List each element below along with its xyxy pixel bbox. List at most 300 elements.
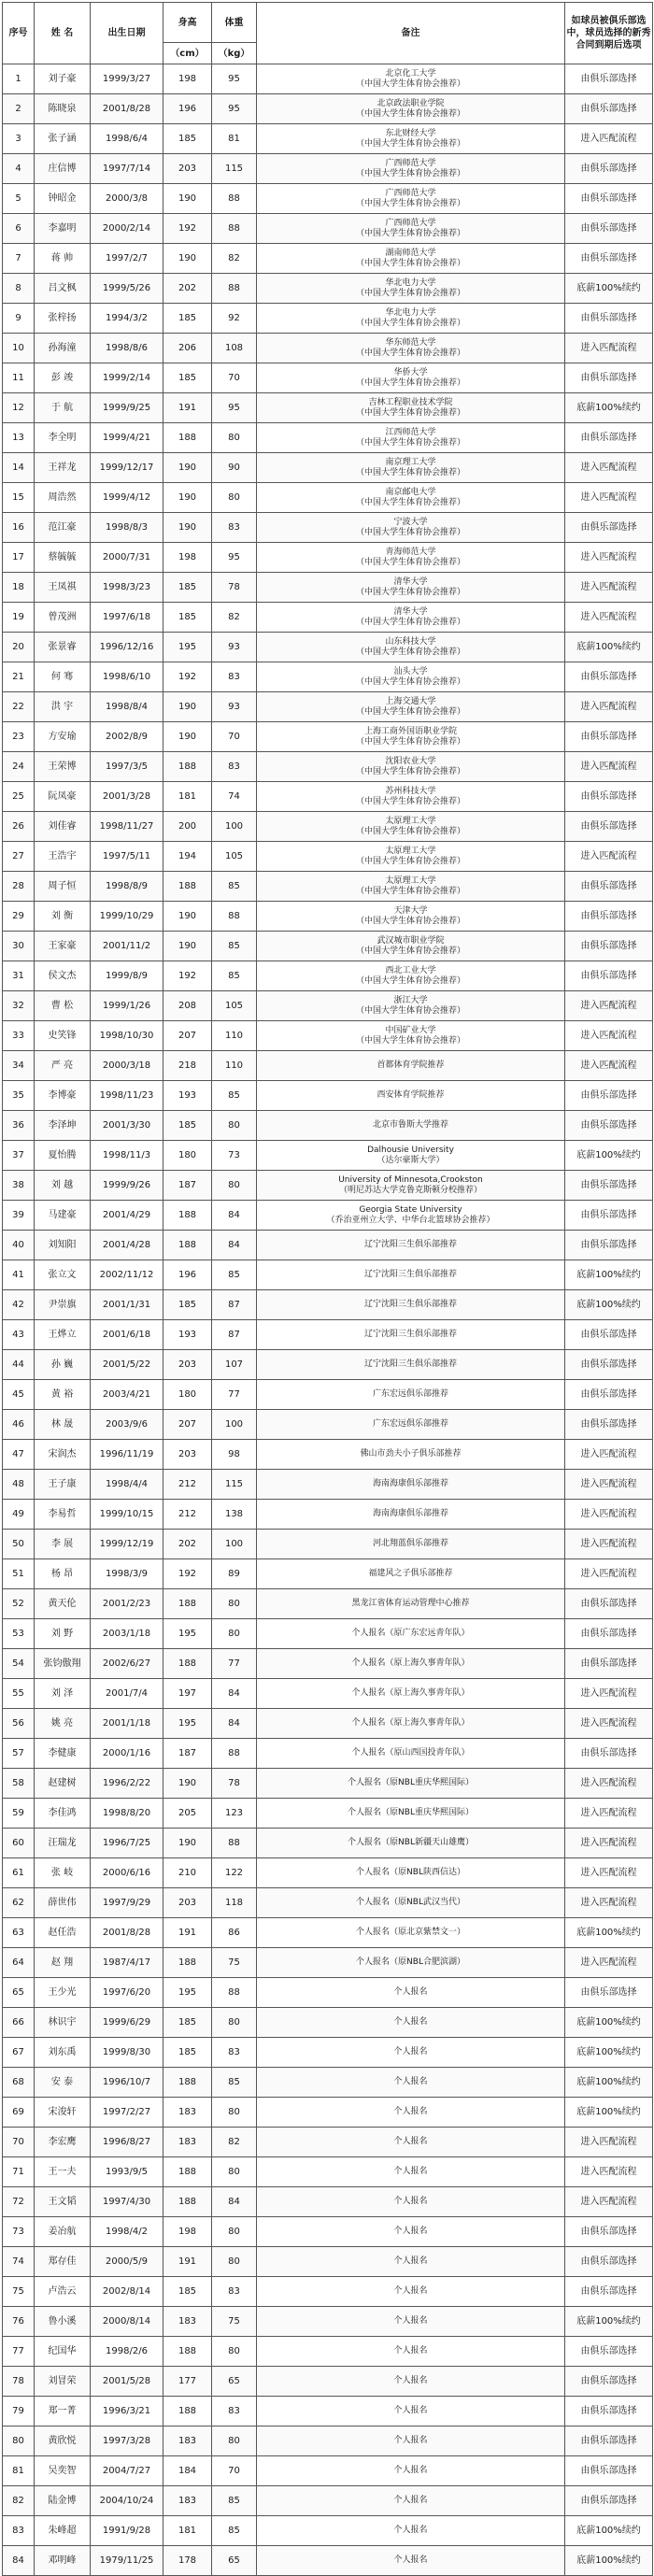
table-row <box>3 393 653 423</box>
cell-birth: 2001/5/22 <box>91 1350 164 1380</box>
cell-note <box>257 1709 565 1739</box>
cell-option: 由俱乐部选择 <box>565 2486 653 2516</box>
cell-note <box>257 2337 565 2367</box>
cell-no: 20 <box>3 633 35 662</box>
cell-weight: 73 <box>212 1141 257 1171</box>
note-line: （中国大学生体育协会推荐） <box>355 706 465 717</box>
table-row <box>3 1141 653 1171</box>
cell-note <box>257 2187 565 2217</box>
cell-note <box>257 1410 565 1440</box>
cell-weight: 86 <box>212 1918 257 1948</box>
cell-height: 181 <box>164 782 212 812</box>
cell-no: 36 <box>3 1111 35 1141</box>
table-row <box>3 483 653 513</box>
note-line: 上海工商外国语职业学院 <box>363 726 457 736</box>
cell-height: 205 <box>164 1799 212 1829</box>
note-line: （中国大学生体育协会推荐） <box>355 1035 465 1046</box>
note-line: （中国大学生体育协会推荐） <box>355 617 465 627</box>
cell-name: 刘冒荣 <box>35 2367 91 2397</box>
cell-birth: 1997/5/11 <box>91 842 164 872</box>
cell-no: 24 <box>3 752 35 782</box>
table-row <box>3 304 653 334</box>
cell-no: 37 <box>3 1141 35 1171</box>
cell-no: 12 <box>3 393 35 423</box>
note-line: 个人报名（原NBL合肥滨湖） <box>356 1957 465 1967</box>
note-line: （中国大学生体育协会推荐） <box>355 138 465 149</box>
cell-name: 薛世伟 <box>35 1888 91 1918</box>
cell-name: 王凤祺 <box>35 573 91 603</box>
cell-birth: 2003/4/21 <box>91 1380 164 1410</box>
cell-height: 183 <box>164 2128 212 2157</box>
note-line: 西安体育学院推荐 <box>377 1090 445 1100</box>
cell-weight: 100 <box>212 1410 257 1440</box>
cell-weight: 83 <box>212 2038 257 2068</box>
note-line: （中国大学生体育协会推荐） <box>355 108 465 119</box>
cell-name: 曾茂洲 <box>35 603 91 633</box>
cell-option: 由俱乐部选择 <box>565 2337 653 2367</box>
table-row <box>3 2277 653 2307</box>
cell-birth: 1998/6/10 <box>91 662 164 692</box>
cell-birth: 1999/3/27 <box>91 64 164 94</box>
cell-name: 吴奕智 <box>35 2456 91 2486</box>
table-row <box>3 2098 653 2128</box>
table-row <box>3 334 653 363</box>
cell-weight: 88 <box>212 274 257 304</box>
cell-option: 进入匹配流程 <box>565 752 653 782</box>
cell-no: 15 <box>3 483 35 513</box>
cell-height: 194 <box>164 842 212 872</box>
note-line: 海南海康俱乐部推荐 <box>372 1509 448 1518</box>
note-line: （乔治亚州立大学、中华台北篮球协会推荐） <box>326 1215 495 1225</box>
cell-weight: 95 <box>212 393 257 423</box>
cell-height: 190 <box>164 722 212 752</box>
cell-name: 方安瑜 <box>35 722 91 752</box>
cell-weight: 80 <box>212 1111 257 1141</box>
cell-name: 严 亮 <box>35 1051 91 1081</box>
table-row <box>3 1201 653 1231</box>
cell-option: 底薪100%续约 <box>565 393 653 423</box>
cell-height: 212 <box>164 1470 212 1500</box>
cell-birth: 1999/5/26 <box>91 274 164 304</box>
cell-weight: 88 <box>212 214 257 244</box>
cell-birth: 1998/2/6 <box>91 2337 164 2367</box>
table-row <box>3 1470 653 1500</box>
cell-no: 83 <box>3 2516 35 2546</box>
cell-no: 33 <box>3 1021 35 1051</box>
cell-weight: 80 <box>212 1619 257 1649</box>
cell-height: 184 <box>164 2456 212 2486</box>
cell-note <box>257 633 565 662</box>
note-line: （中国大学生体育协会推荐） <box>355 1005 465 1016</box>
cell-weight: 88 <box>212 1829 257 1858</box>
cell-name: 李易哲 <box>35 1500 91 1530</box>
note-line: 个人报名 <box>393 2256 428 2266</box>
table-row <box>3 991 653 1021</box>
table-row <box>3 1231 653 1260</box>
cell-birth: 1999/1/26 <box>91 991 164 1021</box>
cell-height: 198 <box>164 543 212 573</box>
cell-height: 190 <box>164 692 212 722</box>
cell-option: 进入匹配流程 <box>565 1948 653 1978</box>
cell-no: 41 <box>3 1260 35 1290</box>
cell-name: 宋润杰 <box>35 1440 91 1470</box>
cell-option: 由俱乐部选择 <box>565 1231 653 1260</box>
cell-no: 17 <box>3 543 35 573</box>
note-line: （中国大学生体育协会推荐） <box>355 168 465 178</box>
cell-name: 李泽坤 <box>35 1111 91 1141</box>
cell-birth: 2002/6/27 <box>91 1649 164 1679</box>
cell-height: 185 <box>164 363 212 393</box>
cell-height: 192 <box>164 961 212 991</box>
cell-birth: 1996/2/22 <box>91 1769 164 1799</box>
cell-height: 198 <box>164 64 212 94</box>
cell-name: 赵建树 <box>35 1769 91 1799</box>
cell-weight: 123 <box>212 1799 257 1829</box>
cell-option: 底薪100%续约 <box>565 274 653 304</box>
cell-name: 庄信博 <box>35 154 91 184</box>
cell-birth: 1996/3/21 <box>91 2397 164 2427</box>
cell-birth: 2000/3/18 <box>91 1051 164 1081</box>
cell-birth: 2000/3/8 <box>91 184 164 214</box>
cell-note <box>257 1141 565 1171</box>
cell-name: 赵 翔 <box>35 1948 91 1978</box>
cell-option: 由俱乐部选择 <box>565 1410 653 1440</box>
cell-name: 张景睿 <box>35 633 91 662</box>
cell-option: 底薪100%续约 <box>565 2008 653 2038</box>
cell-no: 38 <box>3 1171 35 1201</box>
note-line: 个人报名（原NBL新疆天山雄鹰） <box>348 1838 474 1847</box>
note-line: 个人报名（原上海久事青年队） <box>351 1688 470 1698</box>
cell-option: 底薪100%续约 <box>565 633 653 662</box>
cell-birth: 1997/4/30 <box>91 2187 164 2217</box>
cell-no: 76 <box>3 2307 35 2337</box>
cell-weight: 80 <box>212 2217 257 2247</box>
cell-no: 82 <box>3 2486 35 2516</box>
note-line: 汕头大学 <box>393 666 428 676</box>
cell-weight: 84 <box>212 1201 257 1231</box>
header-weight-unit: （kg） <box>212 43 257 64</box>
cell-weight: 100 <box>212 1530 257 1559</box>
note-line: 江西师范大学 <box>385 427 436 437</box>
note-line: （中国大学生体育协会推荐） <box>355 647 465 657</box>
note-line: 太原理工大学 <box>385 846 436 856</box>
cell-weight: 105 <box>212 991 257 1021</box>
cell-note <box>257 1739 565 1769</box>
cell-note <box>257 2546 565 2576</box>
table-row <box>3 1978 653 2008</box>
cell-height: 183 <box>164 2486 212 2516</box>
cell-weight: 80 <box>212 2427 257 2456</box>
cell-option: 由俱乐部选择 <box>565 722 653 752</box>
cell-height: 190 <box>164 932 212 961</box>
header-name: 姓 名 <box>35 3 91 64</box>
cell-weight: 80 <box>212 423 257 453</box>
cell-birth: 2001/3/28 <box>91 782 164 812</box>
cell-weight: 95 <box>212 94 257 124</box>
cell-no: 31 <box>3 961 35 991</box>
table-row <box>3 94 653 124</box>
cell-name: 马建豪 <box>35 1201 91 1231</box>
note-line: （中国大学生体育协会推荐） <box>355 377 465 388</box>
cell-option: 由俱乐部选择 <box>565 94 653 124</box>
cell-note <box>257 603 565 633</box>
note-line: （中国大学生体育协会推荐） <box>355 587 465 597</box>
cell-birth: 1998/3/23 <box>91 573 164 603</box>
table-row <box>3 1619 653 1649</box>
cell-name: 何 骞 <box>35 662 91 692</box>
note-line: 佛山市劲夫小子俱乐部推荐 <box>360 1449 462 1459</box>
cell-note <box>257 1559 565 1589</box>
note-line: 个人报名 <box>393 2286 428 2296</box>
note-line: （达尔豪斯大学） <box>377 1155 445 1165</box>
cell-no: 34 <box>3 1051 35 1081</box>
cell-weight: 87 <box>212 1290 257 1320</box>
cell-no: 8 <box>3 274 35 304</box>
cell-weight: 74 <box>212 782 257 812</box>
cell-no: 32 <box>3 991 35 1021</box>
cell-birth: 1998/6/4 <box>91 124 164 154</box>
cell-height: 188 <box>164 423 212 453</box>
note-line: 华东师范大学 <box>385 337 436 348</box>
cell-option: 由俱乐部选择 <box>565 961 653 991</box>
cell-note <box>257 423 565 453</box>
cell-weight: 84 <box>212 1679 257 1709</box>
cell-note <box>257 1500 565 1530</box>
cell-weight: 82 <box>212 244 257 274</box>
cell-birth: 1997/2/27 <box>91 2098 164 2128</box>
note-line: 个人报名 <box>393 2316 428 2326</box>
note-line: 个人报名（原上海久事青年队） <box>351 1718 470 1728</box>
cell-note <box>257 1260 565 1290</box>
header-birth: 出生日期 <box>91 3 164 64</box>
cell-no: 78 <box>3 2367 35 2397</box>
cell-name: 刘 衡 <box>35 902 91 932</box>
cell-no: 68 <box>3 2068 35 2098</box>
header-note: 备注 <box>257 3 565 64</box>
cell-option: 由俱乐部选择 <box>565 1649 653 1679</box>
cell-height: 192 <box>164 1559 212 1589</box>
cell-birth: 2004/10/24 <box>91 2486 164 2516</box>
note-line: （中国大学生体育协会推荐） <box>355 975 465 986</box>
cell-note <box>257 1619 565 1649</box>
cell-name: 张梓扬 <box>35 304 91 334</box>
cell-no: 67 <box>3 2038 35 2068</box>
cell-name: 张子涵 <box>35 124 91 154</box>
table-row <box>3 782 653 812</box>
note-line: 黑龙江省体育运动管理中心推荐 <box>351 1599 470 1608</box>
table-row <box>3 513 653 543</box>
table-row <box>3 1948 653 1978</box>
cell-no: 66 <box>3 2008 35 2038</box>
cell-height: 190 <box>164 1769 212 1799</box>
table-row <box>3 2187 653 2217</box>
table-row <box>3 64 653 94</box>
cell-weight: 107 <box>212 1350 257 1380</box>
table-row <box>3 1350 653 1380</box>
note-line: 东北财经大学 <box>385 128 436 138</box>
cell-weight: 80 <box>212 2337 257 2367</box>
cell-weight: 75 <box>212 1948 257 1978</box>
cell-option: 由俱乐部选择 <box>565 2427 653 2456</box>
cell-name: 安 泰 <box>35 2068 91 2098</box>
cell-birth: 2001/8/28 <box>91 1918 164 1948</box>
cell-birth: 1998/11/3 <box>91 1141 164 1171</box>
cell-option: 进入匹配流程 <box>565 1500 653 1530</box>
cell-height: 218 <box>164 1051 212 1081</box>
cell-no: 2 <box>3 94 35 124</box>
note-line: （中国大学生体育协会推荐） <box>355 228 465 238</box>
cell-no: 63 <box>3 1918 35 1948</box>
table-row <box>3 274 653 304</box>
cell-weight: 85 <box>212 961 257 991</box>
cell-no: 77 <box>3 2337 35 2367</box>
cell-height: 191 <box>164 393 212 423</box>
cell-no: 10 <box>3 334 35 363</box>
note-line: 华北电力大学 <box>385 307 436 318</box>
cell-option: 进入匹配流程 <box>565 1679 653 1709</box>
cell-weight: 85 <box>212 872 257 902</box>
cell-no: 73 <box>3 2217 35 2247</box>
table-row <box>3 722 653 752</box>
cell-name: 刘 野 <box>35 1619 91 1649</box>
note-line: 广西师范大学 <box>385 218 436 228</box>
cell-birth: 2000/2/14 <box>91 214 164 244</box>
table-row <box>3 2157 653 2187</box>
cell-note <box>257 2217 565 2247</box>
note-line: 个人报名 <box>393 2346 428 2355</box>
table-row <box>3 842 653 872</box>
cell-height: 196 <box>164 94 212 124</box>
cell-weight: 105 <box>212 842 257 872</box>
cell-birth: 2000/5/9 <box>91 2247 164 2277</box>
cell-option: 进入匹配流程 <box>565 1888 653 1918</box>
cell-option: 进入匹配流程 <box>565 1829 653 1858</box>
cell-height: 192 <box>164 662 212 692</box>
cell-note <box>257 274 565 304</box>
note-line: 辽宁沈阳三生俱乐部推荐 <box>363 1270 457 1279</box>
cell-note <box>257 1530 565 1559</box>
note-line: 中国矿业大学 <box>385 1025 436 1035</box>
cell-height: 192 <box>164 214 212 244</box>
cell-weight: 95 <box>212 543 257 573</box>
note-line: Dalhousie University <box>367 1145 454 1155</box>
cell-option: 由俱乐部选择 <box>565 1739 653 1769</box>
table-row <box>3 2546 653 2576</box>
cell-height: 185 <box>164 2038 212 2068</box>
cell-option: 由俱乐部选择 <box>565 304 653 334</box>
cell-weight: 80 <box>212 1589 257 1619</box>
note-line: 太原理工大学 <box>385 816 436 826</box>
cell-no: 52 <box>3 1589 35 1619</box>
table-row <box>3 752 653 782</box>
cell-name: 夏怡腾 <box>35 1141 91 1171</box>
note-line: 南京理工大学 <box>385 457 436 467</box>
cell-birth: 2003/9/6 <box>91 1410 164 1440</box>
cell-name: 张立文 <box>35 1260 91 1290</box>
cell-weight: 84 <box>212 1709 257 1739</box>
cell-birth: 1997/3/5 <box>91 752 164 782</box>
cell-note <box>257 363 565 393</box>
cell-no: 5 <box>3 184 35 214</box>
cell-option: 进入匹配流程 <box>565 1858 653 1888</box>
cell-height: 190 <box>164 513 212 543</box>
cell-note <box>257 1858 565 1888</box>
cell-weight: 100 <box>212 812 257 842</box>
cell-height: 190 <box>164 483 212 513</box>
cell-birth: 1997/3/28 <box>91 2427 164 2456</box>
table-row <box>3 2456 653 2486</box>
note-line: 个人报名 <box>393 2376 428 2385</box>
cell-birth: 2001/4/29 <box>91 1201 164 1231</box>
cell-no: 58 <box>3 1769 35 1799</box>
cell-height: 188 <box>164 2187 212 2217</box>
cell-option: 底薪100%续约 <box>565 1918 653 1948</box>
cell-height: 180 <box>164 1141 212 1171</box>
cell-birth: 2001/4/28 <box>91 1231 164 1260</box>
cell-height: 185 <box>164 1290 212 1320</box>
cell-birth: 1998/11/27 <box>91 812 164 842</box>
cell-birth: 2001/5/28 <box>91 2367 164 2397</box>
cell-height: 188 <box>164 2397 212 2427</box>
cell-weight: 110 <box>212 1021 257 1051</box>
cell-birth: 1996/10/7 <box>91 2068 164 2098</box>
cell-weight: 80 <box>212 1171 257 1201</box>
table-row <box>3 2038 653 2068</box>
cell-height: 180 <box>164 1380 212 1410</box>
note-line: （中国大学生体育协会推荐） <box>355 497 465 507</box>
note-line: 青海师范大学 <box>385 547 436 557</box>
cell-note <box>257 752 565 782</box>
cell-option: 底薪100%续约 <box>565 1290 653 1320</box>
cell-option: 由俱乐部选择 <box>565 1350 653 1380</box>
table-row <box>3 2217 653 2247</box>
cell-note <box>257 2367 565 2397</box>
cell-height: 207 <box>164 1021 212 1051</box>
cell-height: 190 <box>164 902 212 932</box>
table-row <box>3 2068 653 2098</box>
cell-birth: 2001/1/31 <box>91 1290 164 1320</box>
table-row <box>3 692 653 722</box>
note-line: 个人报名（原NBL武汉当代） <box>356 1898 465 1907</box>
cell-note <box>257 961 565 991</box>
cell-option: 由俱乐部选择 <box>565 932 653 961</box>
cell-note <box>257 304 565 334</box>
cell-no: 6 <box>3 214 35 244</box>
cell-height: 208 <box>164 991 212 1021</box>
table-row <box>3 2367 653 2397</box>
cell-note <box>257 2456 565 2486</box>
cell-height: 178 <box>164 2546 212 2576</box>
cell-birth: 1997/6/18 <box>91 603 164 633</box>
cell-name: 赵任浩 <box>35 1918 91 1948</box>
cell-option: 由俱乐部选择 <box>565 872 653 902</box>
cell-option: 底薪100%续约 <box>565 2516 653 2546</box>
cell-no: 56 <box>3 1709 35 1739</box>
cell-no: 35 <box>3 1081 35 1111</box>
cell-note <box>257 1918 565 1948</box>
note-line: 个人报名 <box>393 2137 428 2146</box>
note-line: （中国大学生体育协会推荐） <box>355 676 465 687</box>
note-line: 个人报名 <box>393 2017 428 2027</box>
cell-birth: 1998/8/20 <box>91 1799 164 1829</box>
cell-option: 由俱乐部选择 <box>565 1201 653 1231</box>
table-row <box>3 124 653 154</box>
cell-weight: 85 <box>212 2516 257 2546</box>
cell-note <box>257 662 565 692</box>
cell-name: 刘子豪 <box>35 64 91 94</box>
note-line: 个人报名 <box>393 2526 428 2535</box>
cell-name: 卢浩云 <box>35 2277 91 2307</box>
